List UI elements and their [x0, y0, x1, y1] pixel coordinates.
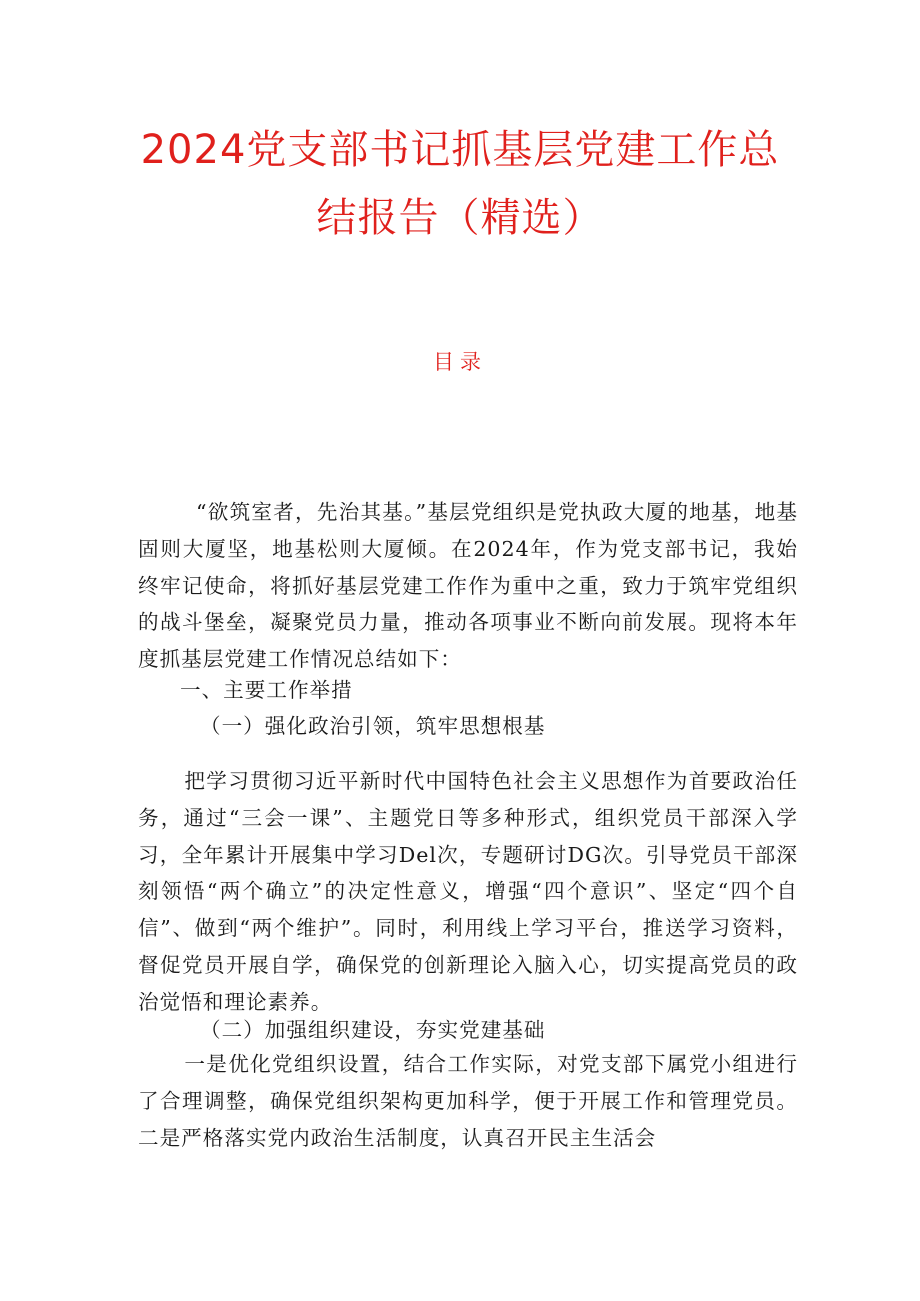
document-title-line-1: 2024党支部书记抓基层党建工作总: [140, 127, 780, 173]
subsection-heading-organization-building: （二）加强组织建设，夯实党建基础: [200, 1018, 546, 1042]
table-of-contents-label: 目录: [433, 350, 487, 374]
organization-building-paragraph: [138, 1046, 798, 1156]
section-heading-main-measures: 一、主要工作举措: [180, 678, 353, 702]
political-guidance-paragraph: [138, 763, 798, 1021]
organization-building-paragraph-text: 一是优化党组织设置，结合工作实际，对党支部下属党小组进行了合理调整，确保党组织架构更加科学，便于开展工作和管理党员。二是严格落实党内政治生活制度，认真召开民主生活会: [138, 1052, 798, 1150]
intro-paragraph: [138, 494, 798, 678]
document-title-line-2: 结报告（精选）: [316, 195, 604, 241]
intro-paragraph-text: “欲筑室者，先治其基。”基层党组织是党执政大厦的地基，地基固则大厦坚，地基松则大厦倾。在2024年，作为党支部书记，我始终牢记使命，将抓好基层党建工作作为重中之重，致力于筑牢党组织的战斗堡垒，凝聚党员力量，推动各项事业不断向前发展。现将本年度抓基层党建工作情况总结如下：: [138, 500, 798, 672]
subsection-heading-political-guidance: （一）强化政治引领，筑牢思想根基: [200, 714, 546, 738]
political-guidance-paragraph-text: 把学习贯彻习近平新时代中国特色社会主义思想作为首要政治任务，通过“三会一课”、主题党日等多种形式，组织党员干部深入学习，全年累计开展集中学习Del次，专题研讨DG次。引导党员干部深刻领悟“两个确立”的决定性意义，增强“四个意识”、坚定“四个自信”、做到“两个维护”。同时，利用线上学习平台，推送学习资料，督促党员开展自学，确保党的创新理论入脑入心，切实提高党员的政治觉悟和理论素养。: [138, 769, 798, 1014]
